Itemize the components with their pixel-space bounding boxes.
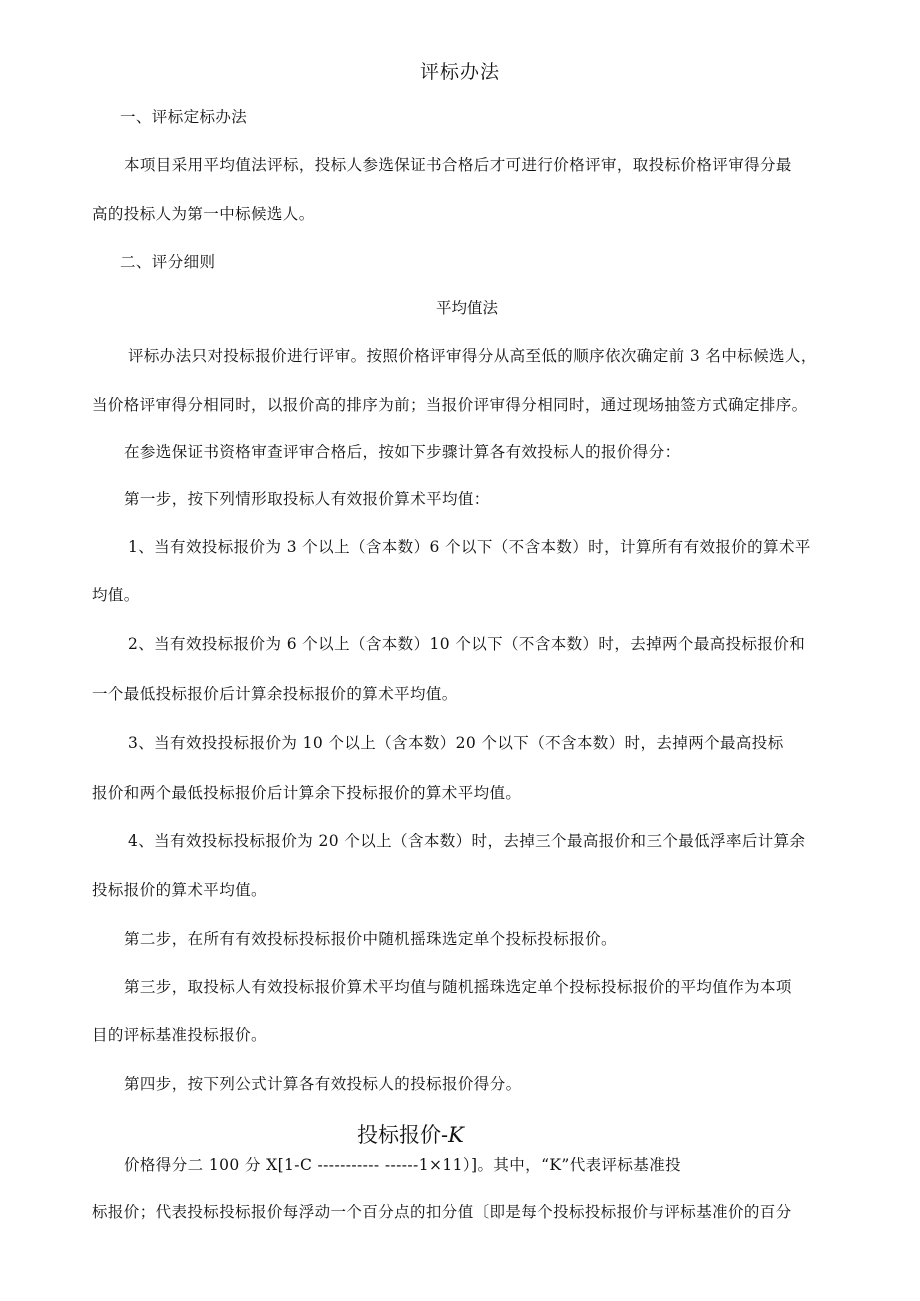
rule-item-3-line-2: 报价和两个最低投标报价后计算余下投标报价的算术平均值。 [92, 784, 522, 802]
section-1-paragraph-line-1: 本项目采用平均值法评标，投标人参选保证书合格后才可进行价格评审，取投标价格评审得分最 [124, 156, 792, 174]
section-1-paragraph-line-2: 高的投标人为第一中标候选人。 [92, 205, 315, 223]
calculation-intro: 在参选保证书资格审查评审合格后，按如下步骤计算各有效投标人的报价得分： [124, 443, 681, 461]
formula-numerator [357, 1122, 464, 1148]
formula-numerator-variable: K [448, 1123, 464, 1147]
rule-item-2-line-2: 一个最低投标报价后计算余投标报价的算术平均值。 [92, 685, 458, 703]
step-3-line-2: 目的评标基准投标报价。 [92, 1026, 267, 1044]
step-2: 第二步，在所有有效投标投标报价中随机摇珠选定单个投标投标报价。 [124, 930, 617, 948]
section-2-heading: 二、评分细则 [120, 253, 216, 271]
step-1: 第一步，按下列情形取投标人有效报价算术平均值： [124, 490, 490, 508]
method-paragraph-line-2: 当价格评审得分相同时，以报价高的排序为前；当报价评审得分相同时，通过现场抽签方式确定排序。 [92, 396, 808, 414]
rule-item-3-line-1: 3、当有效投投标报价为 10 个以上（含本数）20 个以下（不含本数）时，去掉两个最高投标 [128, 734, 784, 752]
formula-numerator-text: 投标报价- [357, 1123, 449, 1147]
rule-item-1-line-1: 1、当有效投标报价为 3 个以上（含本数）6 个以下（不含本数）时，计算所有有效报价的算术平 [128, 538, 811, 556]
deduction-explanation-line-1: 标报价；代表投标投标报价每浮动一个百分点的扣分值〔即是每个投标投标报价与评标基准价的百分 [92, 1203, 792, 1221]
document-title: 评标办法 [419, 61, 500, 83]
step-4: 第四步，按下列公式计算各有效投标人的投标报价得分。 [124, 1075, 522, 1093]
rule-item-4-line-1: 4、当有效投标投标报价为 20 个以上（含本数）时，去掉三个最高报价和三个最低浮率后计算余 [128, 832, 806, 850]
rule-item-2-line-1: 2、当有效投标报价为 6 个以上（含本数）10 个以下（不含本数）时，去掉两个最高投标报价和 [128, 635, 806, 653]
rule-item-4-line-2: 投标报价的算术平均值。 [92, 881, 267, 899]
rule-item-1-line-2: 均值。 [92, 586, 140, 604]
method-subtitle: 平均值法 [435, 299, 498, 317]
step-3-line-1: 第三步，取投标人有效投标报价算术平均值与随机摇珠选定单个投标投标报价的平均值作为本项 [124, 978, 792, 996]
section-1-heading: 一、评标定标办法 [120, 108, 248, 126]
price-score-formula: 价格得分二 100 分 X[1-C ----------- ------1×11）]。其中，“K”代表评标基准投 [124, 1156, 681, 1174]
method-paragraph-line-1: 评标办法只对投标报价进行评审。按照价格评审得分从高至低的顺序依次确定前 3 名中标候选人， [128, 347, 817, 365]
